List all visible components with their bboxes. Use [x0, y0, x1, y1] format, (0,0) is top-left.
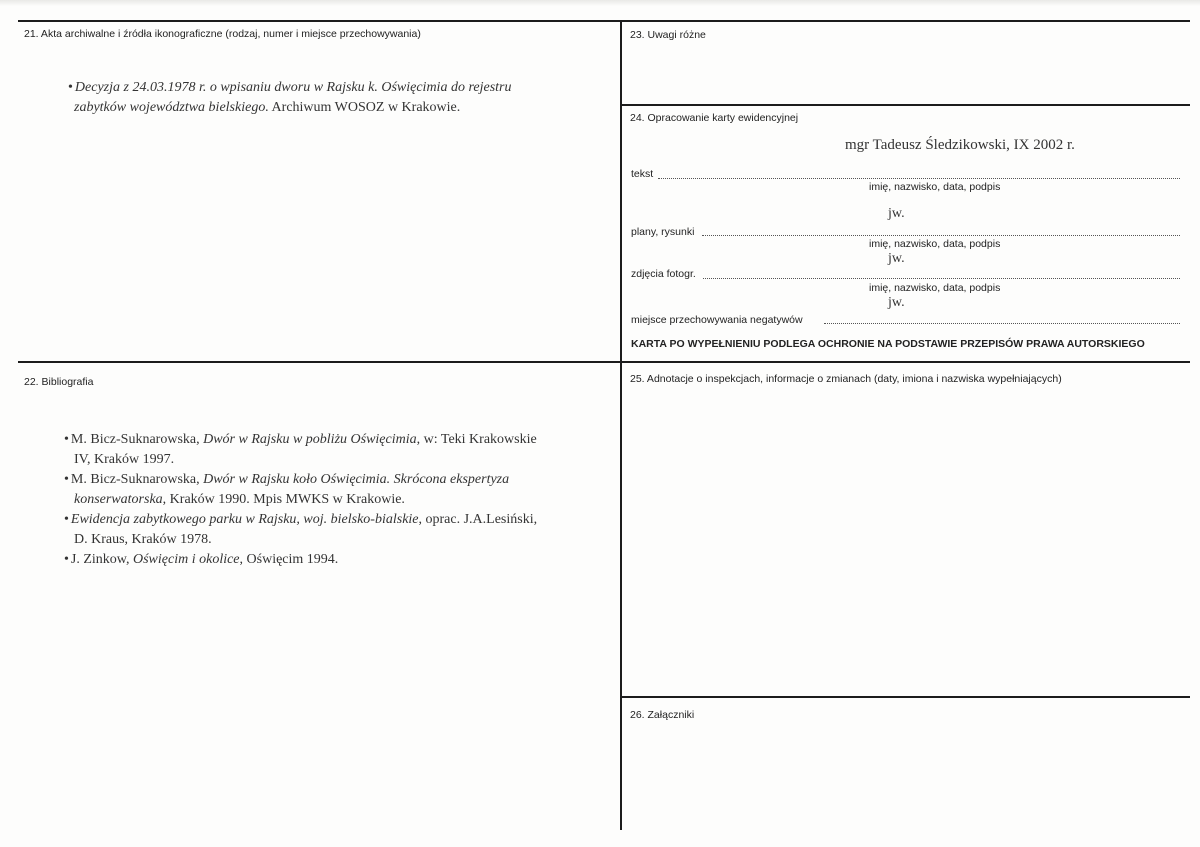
section-23-title: 23. Uwagi różne	[630, 29, 706, 41]
section-21-entry	[68, 78, 608, 118]
section-21-title: 21. Akta archiwalne i źródła ikonograficzne (rodzaj, numer i miejsce przechowywania)	[24, 28, 421, 40]
archive-entry-location: Archiwum WOSOZ w Krakowie.	[268, 100, 461, 115]
plans-value: jw.	[888, 206, 905, 221]
rule-23-24	[620, 104, 1190, 106]
text-field-line	[658, 168, 1180, 179]
archive-entry-line-1: Decyzja z 24.03.1978 r. o wpisaniu dworu w Rajsku k. Oświęcimia do rejestru	[74, 80, 512, 95]
middle-rule	[18, 361, 1190, 363]
negatives-value: jw.	[888, 295, 905, 310]
copyright-notice: KARTA PO WYPEŁNIENIU PODLEGA OCHRONIE NA PODSTAWIE PRZEPISÓW PRAWA AUTORSKIEGO	[631, 338, 1145, 350]
section-26-title: 26. Załączniki	[630, 709, 695, 721]
photos-field-caption: imię, nazwisko, data, podpis	[869, 282, 1001, 294]
text-field-caption: imię, nazwisko, data, podpis	[869, 181, 1001, 193]
bullet: •	[68, 80, 73, 95]
bibliography-item: • Ewidencja zabytkowego parku w Rajsku, woj. bielsko-bialskie, oprac. J.A.Lesiński, D. Kraus, Kraków 1978.	[64, 512, 538, 547]
bibliography-item: • J. Zinkow, Oświęcim i okolice, Oświęcim 1994.	[64, 552, 339, 567]
rule-25-26	[620, 696, 1190, 698]
section-25-title: 25. Adnotacje o inspekcjach, informacje o zmianach (daty, imiona i nazwiska wypełniających)	[630, 373, 1062, 385]
scan-edge	[0, 0, 1200, 6]
photos-field-label: zdjęcia fotogr.	[631, 268, 696, 280]
bibliography-item: • M. Bicz-Suknarowska, Dwór w Rajsku koło Oświęcimia. Skrócona ekspertyza konserwatorska, Kraków 1990. Mpis MWKS w Krakowie.	[64, 472, 510, 507]
negatives-field-label: miejsce przechowywania negatywów	[631, 314, 803, 326]
section-22-title: 22. Bibliografia	[24, 376, 94, 388]
text-field-label: tekst	[631, 168, 654, 180]
plans-field-caption: imię, nazwisko, data, podpis	[869, 238, 1001, 250]
column-divider	[620, 20, 622, 830]
photos-value: jw.	[888, 251, 905, 266]
bibliography-item: • M. Bicz-Suknarowska, Dwór w Rajsku w pobliżu Oświęcimia, w: Teki Krakowskie IV, Kraków 1997.	[64, 432, 537, 467]
section-24-title: 24. Opracowanie karty ewidencyjnej	[630, 112, 799, 124]
negatives-field-line	[824, 313, 1180, 324]
card-author: mgr Tadeusz Śledzikowski, IX 2002 r.	[845, 137, 1075, 153]
plans-field-label: plany, rysunki	[631, 226, 695, 238]
plans-field-line	[702, 225, 1180, 236]
archive-entry-line-2: zabytków województwa bielskiego.	[74, 100, 269, 115]
bibliography-list	[64, 430, 609, 570]
top-rule	[18, 20, 1190, 22]
photos-field-line	[703, 268, 1180, 279]
